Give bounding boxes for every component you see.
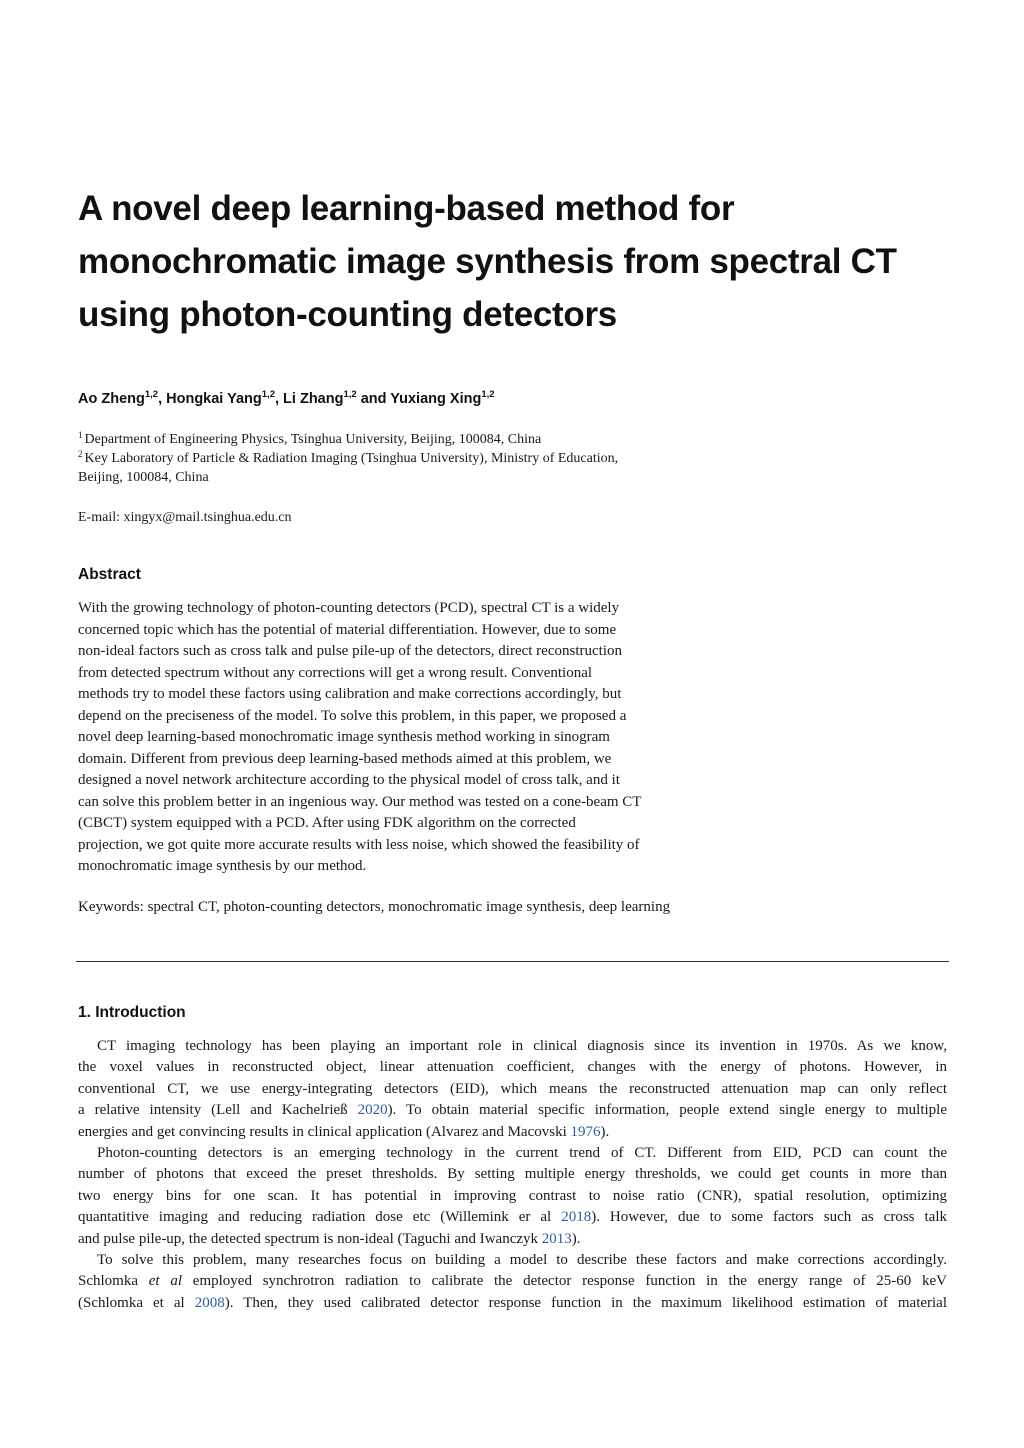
- affiliations: [78, 430, 618, 487]
- abstract-line: novel deep learning-based monochromatic image synthesis method working in sinogram: [78, 729, 610, 745]
- intro-line: [78, 1293, 947, 1314]
- intro-text: (Schlomka et al: [78, 1294, 195, 1311]
- author-separator: ,: [274, 391, 284, 407]
- abstract-heading: Abstract: [78, 566, 141, 583]
- intro-line: CT imaging technology has been playing an important role in clinical diagnosis since its invention in 1970s. As we know,: [97, 1038, 947, 1054]
- author-name: Hongkai Yang: [166, 391, 262, 407]
- abstract-line: concerned topic which has the potential of material differentiation. However, due to some: [78, 621, 617, 638]
- abstract-line: methods try to model these factors using calibration and make corrections accordingly, but: [78, 686, 622, 702]
- title-line: A novel deep learning-based method for: [78, 189, 735, 228]
- abstract-line: can solve this problem better in an ingenious way. Our method was tested on a cone-beam CT: [78, 793, 642, 810]
- introduction-body: [78, 1036, 947, 1314]
- intro-line: [78, 1100, 947, 1121]
- author-list: [78, 389, 495, 409]
- citation-link[interactable]: 1976: [570, 1123, 601, 1140]
- citation-link[interactable]: 2013: [541, 1230, 572, 1247]
- citation-link[interactable]: 2008: [194, 1294, 225, 1311]
- intro-line: Photon-counting detectors is an emerging technology in the current trend of CT. Different from EID, PCD can count the: [97, 1144, 947, 1161]
- author-affiliation-marker: 1,2: [261, 389, 275, 400]
- abstract-line: domain. Different from previous deep learning-based methods aimed at this problem, we: [78, 750, 612, 767]
- paper-title: [78, 182, 958, 341]
- affiliation-2-continued: Beijing, 100084, China: [78, 470, 209, 485]
- abstract-line: depend on the preciseness of the model. To solve this problem, in this paper, we proposed a: [78, 707, 627, 724]
- author-separator: and: [356, 391, 391, 407]
- intro-text: a relative intensity (Lell and Kachelrieß: [78, 1102, 358, 1119]
- intro-line: To solve this problem, many researches focus on building a model to describe these factors and make corrections accordingly.: [97, 1251, 947, 1268]
- abstract-body: [78, 598, 738, 878]
- affiliation-2: [78, 449, 618, 468]
- intro-line: [78, 1229, 947, 1250]
- intro-text: quantatitive imaging and reducing radiation dose etc (Willemink er al: [78, 1209, 562, 1226]
- intro-text: ). However, due to some factors such as cross talk: [591, 1209, 947, 1226]
- intro-line: number of photons that exceed the preset thresholds. By setting multiple energy thresholds, we could get counts in more than: [78, 1166, 947, 1183]
- introduction-heading: 1. Introduction: [78, 1004, 186, 1021]
- intro-line: [78, 1271, 947, 1292]
- title-line: using photon-counting detectors: [78, 295, 617, 334]
- intro-text: ).: [571, 1230, 581, 1247]
- intro-italic-text: et al: [148, 1273, 183, 1290]
- abstract-line: from detected spectrum without any corrections will get a wrong result. Conventional: [78, 664, 593, 681]
- citation-link[interactable]: 2018: [561, 1209, 592, 1226]
- intro-line: [78, 1122, 947, 1143]
- abstract-line: (CBCT) system equipped with a PCD. After using FDK algorithm on the corrected: [78, 815, 576, 831]
- affiliation-1: [78, 430, 618, 449]
- affiliation-text: Key Laboratory of Particle & Radiation Imaging (Tsinghua University), Ministry of Education,: [84, 451, 619, 466]
- abstract-line: With the growing technology of photon-counting detectors (PCD), spectral CT is a widely: [78, 600, 620, 616]
- author-name: Ao Zheng: [78, 391, 145, 407]
- author-name: Yuxiang Xing: [390, 391, 482, 407]
- abstract-line: monochromatic image synthesis by our method.: [78, 858, 367, 874]
- abstract-line: projection, we got quite more accurate results with less noise, which showed the feasibility of: [78, 836, 640, 853]
- intro-text: ). Then, they used calibrated detector response function in the maximum likelihood estimation of material: [224, 1294, 947, 1311]
- author-affiliation-marker: 1,2: [481, 389, 495, 400]
- intro-text: energies and get convincing results in clinical application (Alvarez and Macovski: [78, 1123, 571, 1140]
- intro-line: conventional CT, we use energy-integrating detectors (EID), which means the reconstructed attenuation map can only reflect: [78, 1080, 947, 1097]
- intro-text: and pulse pile-up, the detected spectrum is non-ideal (Taguchi and Iwanczyk: [78, 1230, 542, 1247]
- title-line: monochromatic image synthesis from spectral CT: [78, 242, 897, 281]
- affiliation-number: 2: [78, 449, 83, 459]
- intro-text: employed synchrotron radiation to calibrate the detector response function in the energy range of 25-60 keV: [182, 1273, 947, 1290]
- intro-line: [78, 1207, 947, 1228]
- citation-link[interactable]: 2020: [357, 1102, 388, 1119]
- keywords: Keywords: spectral CT, photon-counting detectors, monochromatic image synthesis, deep learning: [78, 899, 671, 915]
- abstract-line: non-ideal factors such as cross talk and pulse pile-up of the detectors, direct reconstruction: [78, 643, 622, 659]
- author-affiliation-marker: 1,2: [343, 389, 357, 400]
- section-divider: [76, 961, 949, 962]
- affiliation-text: Department of Engineering Physics, Tsinghua University, Beijing, 100084, China: [84, 432, 542, 447]
- contact-email: E-mail: xingyx@mail.tsinghua.edu.cn: [78, 510, 292, 525]
- intro-text: Schlomka: [78, 1273, 149, 1290]
- author-affiliation-marker: 1,2: [144, 389, 159, 400]
- intro-line: the voxel values in reconstructed object, linear attenuation coefficient, changes with the energy of photons. However, in: [78, 1059, 947, 1076]
- intro-line: two energy bins for one scan. It has potential in improving contrast to noise ratio (CNR), spatial resolution, optimizing: [78, 1187, 947, 1204]
- intro-text: ). To obtain material specific information, people extend single energy to multiple: [387, 1102, 947, 1119]
- abstract-line: designed a novel network architecture according to the physical model of cross talk, and it: [78, 772, 620, 788]
- author-name: Li Zhang: [283, 391, 344, 407]
- intro-text: ).: [600, 1123, 610, 1140]
- affiliation-number: 1: [78, 430, 83, 440]
- author-separator: ,: [158, 391, 167, 407]
